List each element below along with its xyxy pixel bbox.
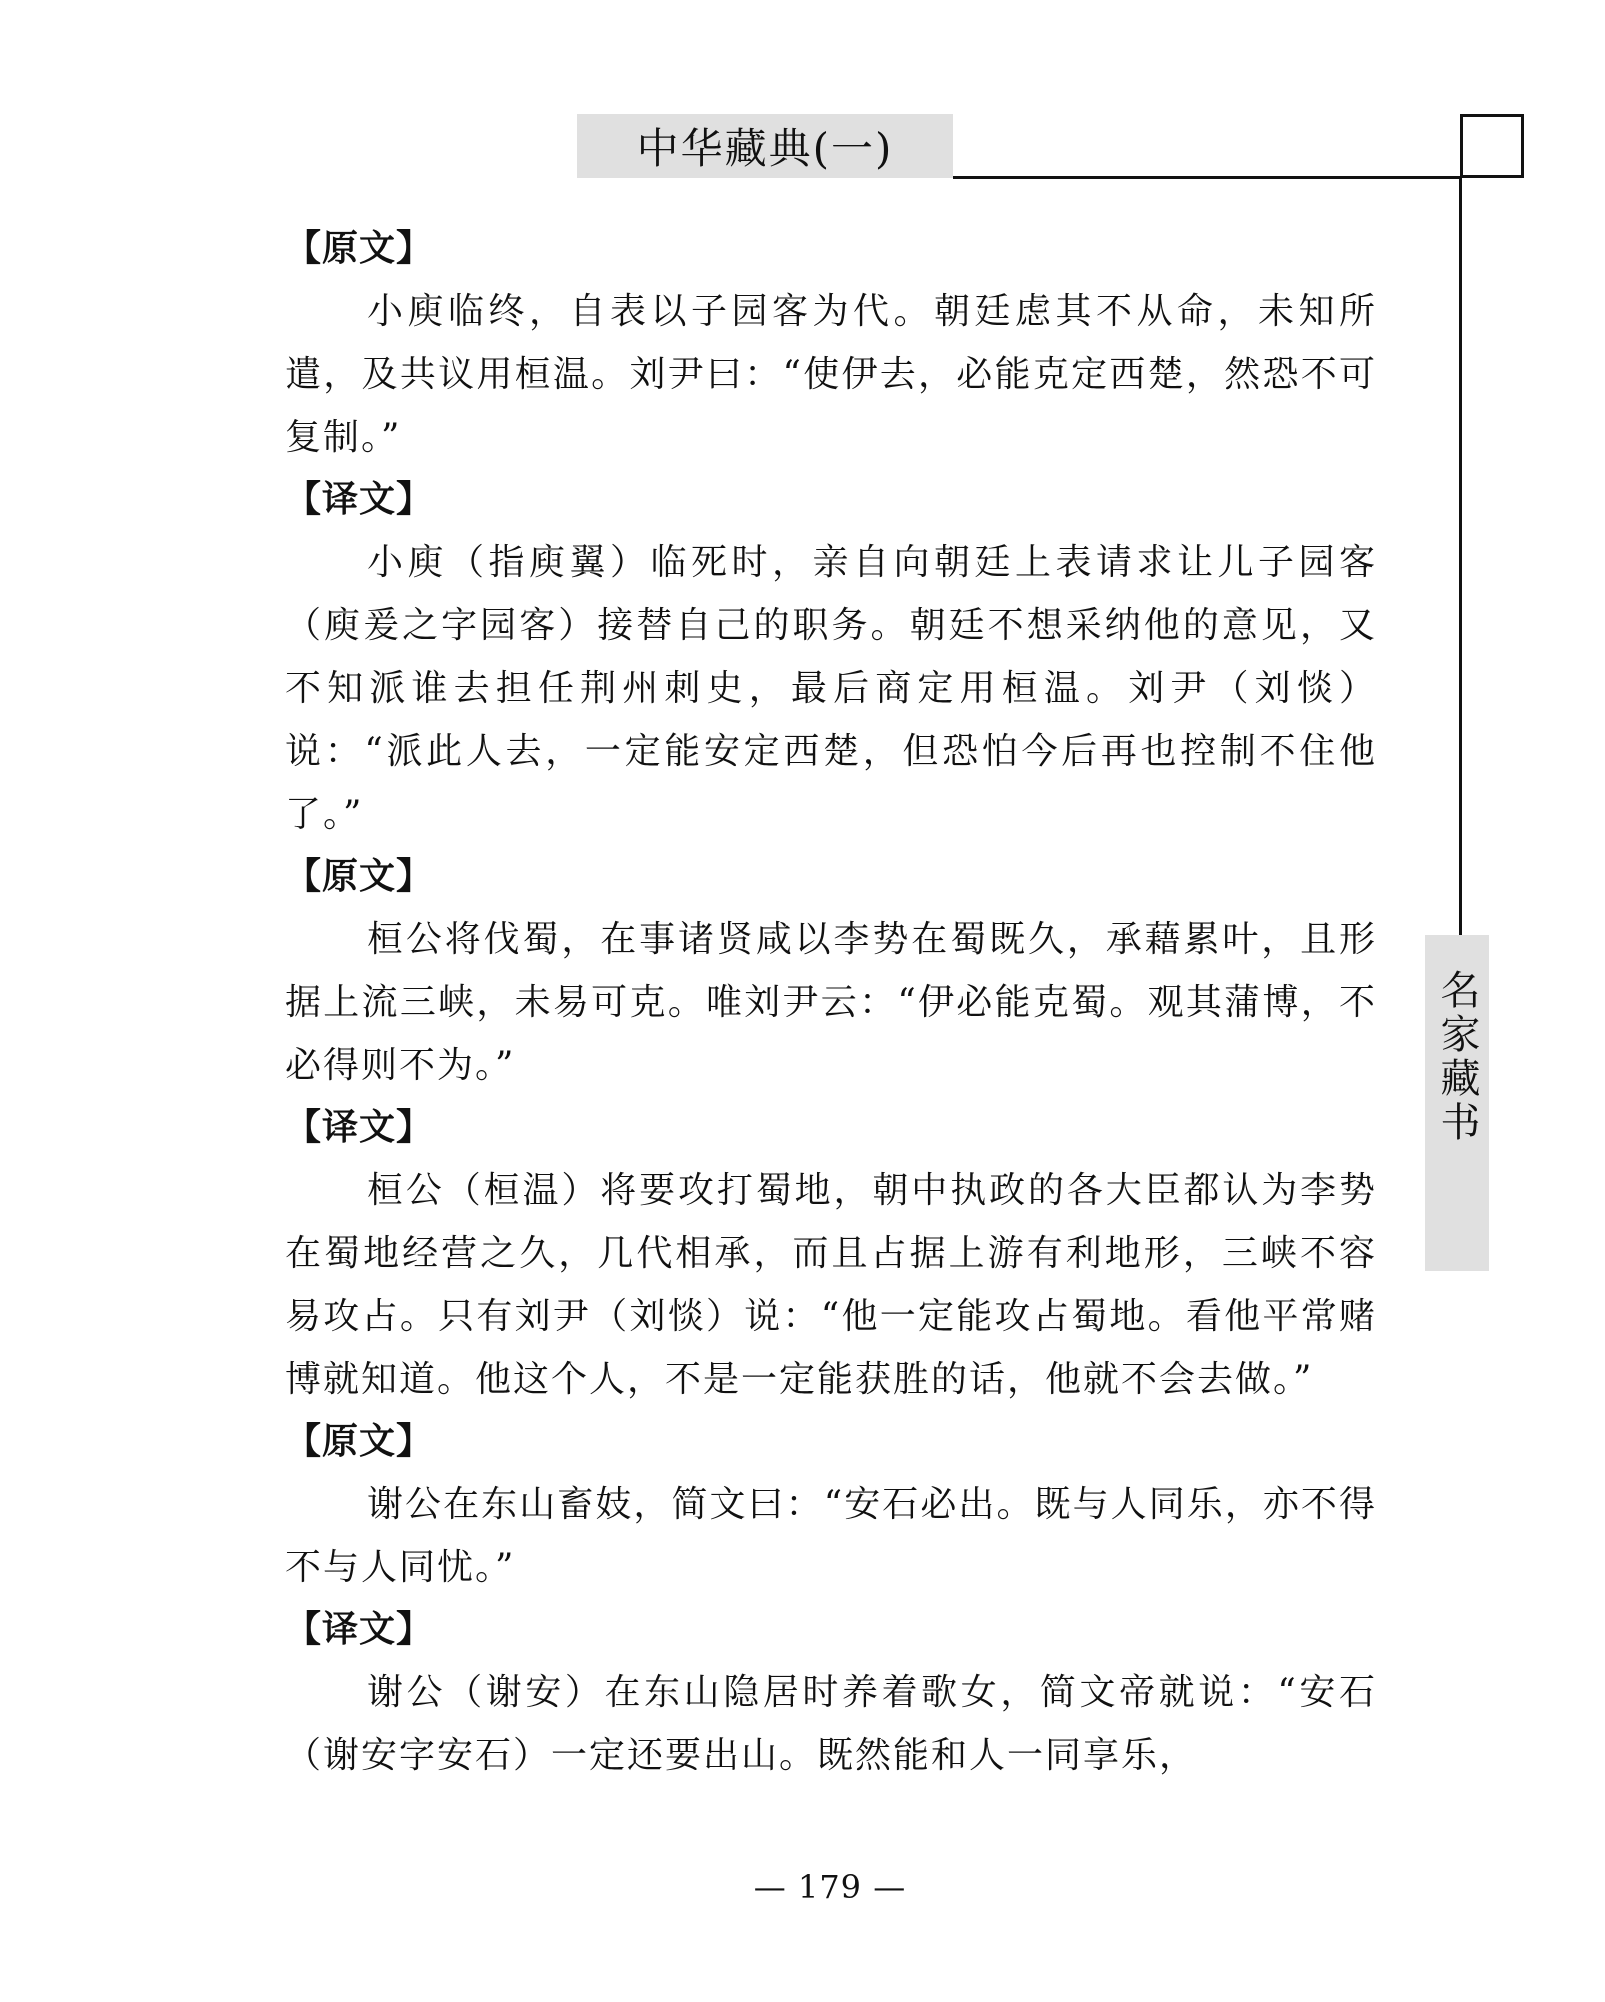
- section-heading: 【原文】: [285, 1421, 434, 1462]
- section-paragraph: 谢公（谢安）在东山隐居时养着歌女，简文帝就说：“安石（谢安字安石）一定还要出山。既然能和人一同享乐，: [285, 1672, 1377, 1776]
- section-paragraph: 谢公在东山畜妓，简文曰：“安石必出。既与人同乐，亦不得不与人同忧。”: [285, 1484, 1377, 1588]
- section-paragraph: 小庾临终，自表以子园客为代。朝廷虑其不从命，未知所遣，及共议用桓温。刘尹曰：“使伊去，必能克定西楚，然恐不可复制。”: [285, 291, 1377, 458]
- margin-vertical-rule: [1459, 176, 1462, 935]
- running-header: [577, 114, 953, 178]
- side-tab-label: 名家藏书: [1434, 969, 1480, 1145]
- section-heading: 【原文】: [285, 228, 434, 269]
- header-rule: [953, 176, 1461, 179]
- section-paragraph: 小庾（指庾翼）临死时，亲自向朝廷上表请求让儿子园客（庾爰之字园客）接替自己的职务。朝廷不想采纳他的意见，又不知派谁去担任荆州刺史，最后商定用桓温。刘尹（刘惔）说：“派此人去，一定能安定西楚，但恐怕今后再也控制不住他了。”: [285, 542, 1377, 835]
- section-paragraph: 桓公（桓温）将要攻打蜀地，朝中执政的各大臣都认为李势在蜀地经营之久，几代相承，而且占据上游有利地形，三峡不容易攻占。只有刘尹（刘惔）说：“他一定能攻占蜀地。看他平常赌博就知道。他这个人，不是一定能获胜的话，他就不会去做。”: [285, 1170, 1377, 1400]
- corner-square-ornament: [1460, 114, 1524, 178]
- section-paragraph: 桓公将伐蜀，在事诸贤咸以李势在蜀既久，承藉累叶，且形据上流三峡，未易可克。唯刘尹云：“伊必能克蜀。观其蒲博，不必得则不为。”: [285, 919, 1377, 1086]
- section-heading: 【原文】: [285, 856, 434, 897]
- chapter-side-tab: [1425, 935, 1489, 1271]
- book-title: 中华藏典(一): [636, 124, 894, 173]
- page-number: — 179 —: [753, 1868, 907, 1906]
- main-text: [285, 218, 1377, 1787]
- section-heading: 【译文】: [285, 1609, 434, 1650]
- section-heading: 【译文】: [285, 1107, 434, 1148]
- section-heading: 【译文】: [285, 479, 434, 520]
